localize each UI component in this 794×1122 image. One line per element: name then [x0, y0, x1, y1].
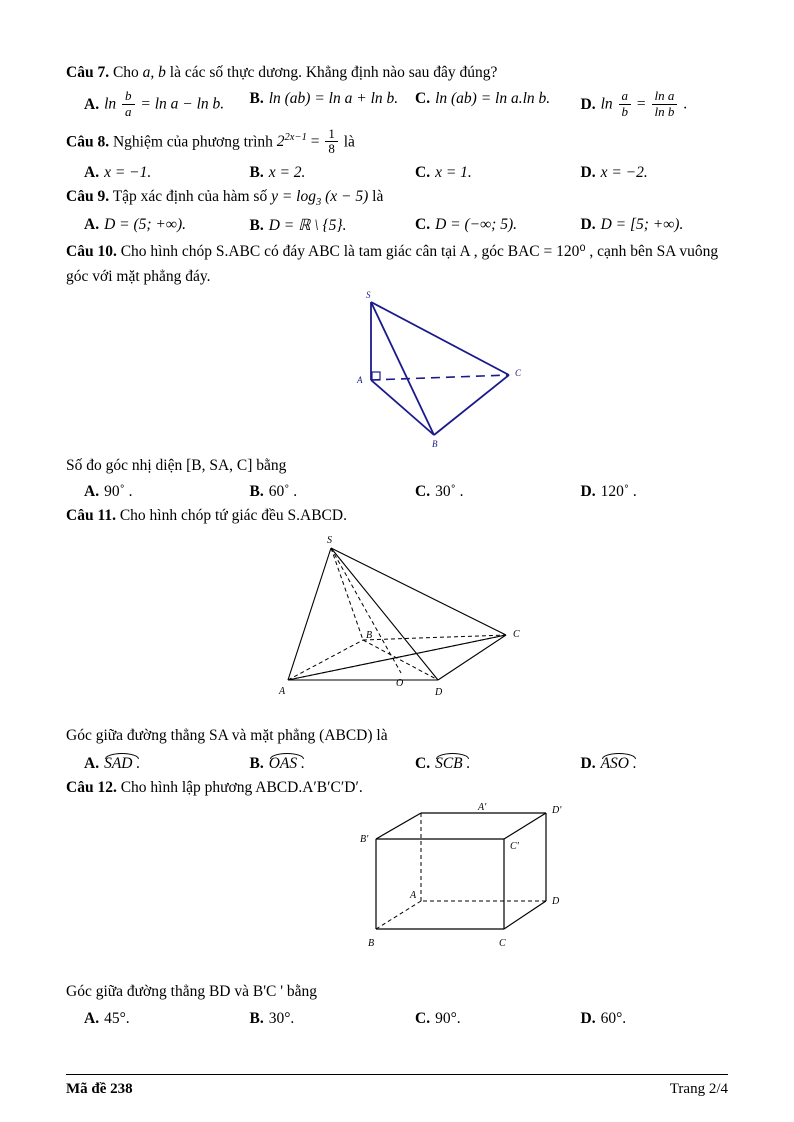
- option-angle: ASO .: [600, 754, 637, 772]
- svg-text:B: B: [368, 938, 375, 950]
- question-8-options: [66, 164, 728, 182]
- question-12-figure: [66, 801, 728, 976]
- option-math: [601, 90, 688, 120]
- svg-text:D: D: [552, 896, 560, 908]
- svg-text:C: C: [515, 367, 522, 378]
- question-7-text-part1: Cho: [112, 64, 143, 81]
- svg-text:A: A: [410, 890, 417, 902]
- option-text: x = −2.: [600, 163, 648, 181]
- question-9-text: Tập xác định của hàm số: [112, 187, 268, 205]
- question-8-text: Nghiệm của phương trình: [112, 133, 273, 151]
- option-text: 120˚ .: [600, 483, 637, 501]
- question-8-option-a[interactable]: [66, 164, 250, 182]
- question-8-option-d[interactable]: [581, 164, 747, 182]
- option-letter: C.: [415, 90, 431, 108]
- svg-text:A': A': [478, 802, 487, 814]
- svg-text:A: A: [357, 374, 363, 385]
- option-letter: D.: [580, 1009, 596, 1027]
- svg-text:D': D': [552, 805, 562, 817]
- svg-text:C: C: [499, 938, 506, 950]
- question-7-option-d[interactable]: [581, 90, 747, 120]
- option-letter: A.: [84, 95, 100, 113]
- question-9-label: Câu 9.: [66, 187, 110, 205]
- option-letter: D.: [580, 483, 596, 501]
- svg-text:C: C: [513, 628, 520, 640]
- question-10-option-d[interactable]: [581, 483, 747, 501]
- pyramid-sabcd-svg: [66, 530, 728, 720]
- question-12-option-c[interactable]: [415, 1010, 581, 1028]
- option-letter: C.: [415, 754, 431, 772]
- question-10-stem-line1: [66, 241, 728, 263]
- option-letter: C.: [415, 1009, 431, 1027]
- option-text: 30°.: [268, 1009, 295, 1027]
- option-angle: SAD .: [104, 754, 141, 772]
- question-8-equation: [276, 126, 344, 157]
- question-10-label: Câu 10.: [66, 243, 117, 261]
- question-8-label: Câu 8.: [66, 133, 110, 151]
- equals-sign: =: [310, 133, 320, 151]
- log-base: 3: [315, 196, 322, 208]
- option-letter: B.: [249, 163, 264, 181]
- option-letter: B.: [249, 217, 264, 235]
- question-10-option-a[interactable]: [66, 483, 250, 501]
- equals-sign: =: [636, 95, 646, 113]
- fraction-a-over-b: $\frac{a}{b}$: [619, 89, 632, 119]
- question-9-option-d[interactable]: [581, 216, 747, 235]
- option-letter: C.: [415, 216, 431, 234]
- question-10-option-c[interactable]: [415, 483, 581, 501]
- option-text: 45°.: [104, 1009, 130, 1027]
- question-8-option-b[interactable]: [250, 164, 416, 182]
- option-text: 90°.: [435, 1009, 461, 1027]
- svg-text:D: D: [435, 686, 443, 698]
- question-12-option-b[interactable]: [250, 1010, 416, 1028]
- option-letter: D.: [580, 163, 596, 181]
- fraction-lna-over-lnb: $\frac{\text{ln a}}{\text{ln b}}$: [652, 89, 678, 119]
- option-letter: B.: [249, 90, 264, 108]
- question-10-figure: [66, 290, 728, 450]
- question-7-option-b[interactable]: [250, 90, 416, 120]
- question-7-text-part2: là các số thực dương. Khẳng định nào sau đây đúng?: [165, 64, 498, 81]
- base: 2: [276, 133, 285, 151]
- question-10-options: [66, 483, 728, 501]
- option-text: x = 2.: [268, 163, 306, 181]
- question-7-stem: [66, 62, 728, 84]
- option-angle: OAS .: [268, 754, 305, 772]
- svg-text:C': C': [510, 841, 519, 853]
- question-10-subquestion: Số đo góc nhị diện [B, SA, C] bằng: [66, 456, 287, 474]
- fraction-b-over-a: $\frac{b}{a}$: [122, 89, 135, 119]
- option-letter: C.: [415, 483, 431, 501]
- option-letter: D.: [580, 95, 596, 113]
- question-10-option-b[interactable]: [250, 483, 416, 501]
- question-9-option-b[interactable]: [250, 216, 416, 235]
- question-9-option-c[interactable]: [415, 216, 581, 235]
- option-text: D = ℝ \ {5}.: [268, 217, 347, 235]
- question-9-function: $y = \log_3 (x - 5)$: [271, 187, 369, 208]
- question-7-option-a[interactable]: [66, 90, 250, 120]
- question-12-option-d[interactable]: [581, 1010, 747, 1028]
- svg-text:B: B: [366, 629, 373, 641]
- question-11-option-b[interactable]: [250, 753, 416, 773]
- question-8-stem: [66, 128, 728, 158]
- option-letter: A.: [84, 163, 100, 181]
- svg-text:O: O: [396, 677, 404, 689]
- question-11-text: Cho hình chóp tứ giác đều S.ABCD.: [119, 507, 347, 525]
- question-8-tail: là: [343, 133, 355, 151]
- exponent: 2x−1: [284, 132, 307, 144]
- option-letter: B.: [249, 483, 264, 501]
- option-math: [104, 90, 224, 120]
- page-content: [66, 62, 728, 1032]
- question-7-option-c[interactable]: [415, 90, 581, 120]
- question-12-label: Câu 12.: [66, 778, 117, 796]
- svg-text:S: S: [366, 289, 371, 300]
- option-letter: A.: [84, 483, 100, 501]
- question-7-label: Câu 7.: [66, 64, 110, 81]
- question-11-options: [66, 753, 728, 773]
- question-12-options: [66, 1010, 728, 1028]
- question-10-text-line2: góc với mặt phẳng đáy.: [66, 267, 211, 285]
- option-math: ln (ab) = ln a.ln b.: [435, 90, 551, 108]
- equation-tail: = ln a − ln b.: [140, 95, 225, 113]
- question-11-subquestion: Góc giữa đường thẳng SA và mặt phẳng (ABCD) là: [66, 726, 388, 744]
- option-text: x = 1.: [435, 163, 472, 181]
- svg-text:A: A: [279, 685, 286, 697]
- question-10-stem-line2: [66, 266, 728, 288]
- cube-abcd-svg: [66, 801, 728, 976]
- svg-text:B': B': [360, 834, 369, 846]
- svg-text:S: S: [327, 534, 332, 546]
- option-letter: B.: [249, 754, 264, 772]
- option-text: 60˚ .: [268, 483, 298, 501]
- question-11-label: Câu 11.: [66, 507, 116, 525]
- option-angle: SCB .: [435, 754, 471, 772]
- question-12-stem: [66, 777, 728, 799]
- question-11-figure: [66, 530, 728, 720]
- option-letter: A.: [84, 754, 100, 772]
- fraction-one-over-eight: $\frac{1}{8}$: [325, 127, 338, 157]
- option-text: D = (5; +∞).: [104, 216, 186, 234]
- question-11-stem: [66, 505, 728, 527]
- option-text: D = [5; +∞).: [600, 216, 684, 234]
- question-9-tail: là: [372, 187, 384, 205]
- question-7-variables: a, b: [142, 64, 166, 81]
- question-11-option-d[interactable]: [581, 753, 747, 773]
- exam-code: Mã đề 238: [66, 1081, 133, 1097]
- option-text: D = (−∞; 5).: [435, 216, 517, 234]
- svg-text:B: B: [432, 438, 438, 449]
- option-text: x = −1.: [104, 163, 152, 181]
- question-9-options: [66, 216, 728, 235]
- page-number: Trang 2/4: [669, 1081, 728, 1097]
- question-11-option-c[interactable]: [415, 753, 581, 773]
- ln-symbol: ln: [104, 95, 117, 113]
- option-letter: C.: [415, 163, 431, 181]
- question-7-options: [66, 90, 728, 120]
- question-10-text-line1: Cho hình chóp S.ABC có đáy ABC là tam giác cân tại A , góc BAC = 120⁰ , cạnh bên SA vuông: [120, 243, 719, 261]
- option-letter: B.: [249, 1009, 264, 1027]
- option-letter: D.: [580, 754, 596, 772]
- option-math: ln (ab) = ln a + ln b.: [268, 90, 399, 108]
- ln-symbol: ln: [600, 95, 613, 113]
- option-text: 60°.: [600, 1009, 627, 1027]
- option-letter: A.: [84, 1009, 100, 1027]
- pyramid-sabc-svg: [66, 290, 728, 450]
- option-letter: A.: [84, 216, 100, 234]
- question-11-option-a[interactable]: [66, 753, 250, 773]
- question-9-option-a[interactable]: [66, 216, 250, 235]
- question-12-option-a[interactable]: [66, 1010, 250, 1028]
- question-9-stem: [66, 186, 728, 210]
- option-text: 90˚ .: [104, 483, 133, 501]
- period: .: [683, 95, 688, 113]
- option-text: 30˚ .: [435, 483, 464, 501]
- question-8-option-c[interactable]: [415, 164, 581, 182]
- option-letter: D.: [580, 216, 596, 234]
- question-12-text: Cho hình lập phương ABCD.A′B′C′D′.: [120, 778, 363, 796]
- question-12-subquestion: Góc giữa đường thẳng BD và B'C ' bằng: [66, 983, 317, 1001]
- page-footer: [66, 1074, 728, 1098]
